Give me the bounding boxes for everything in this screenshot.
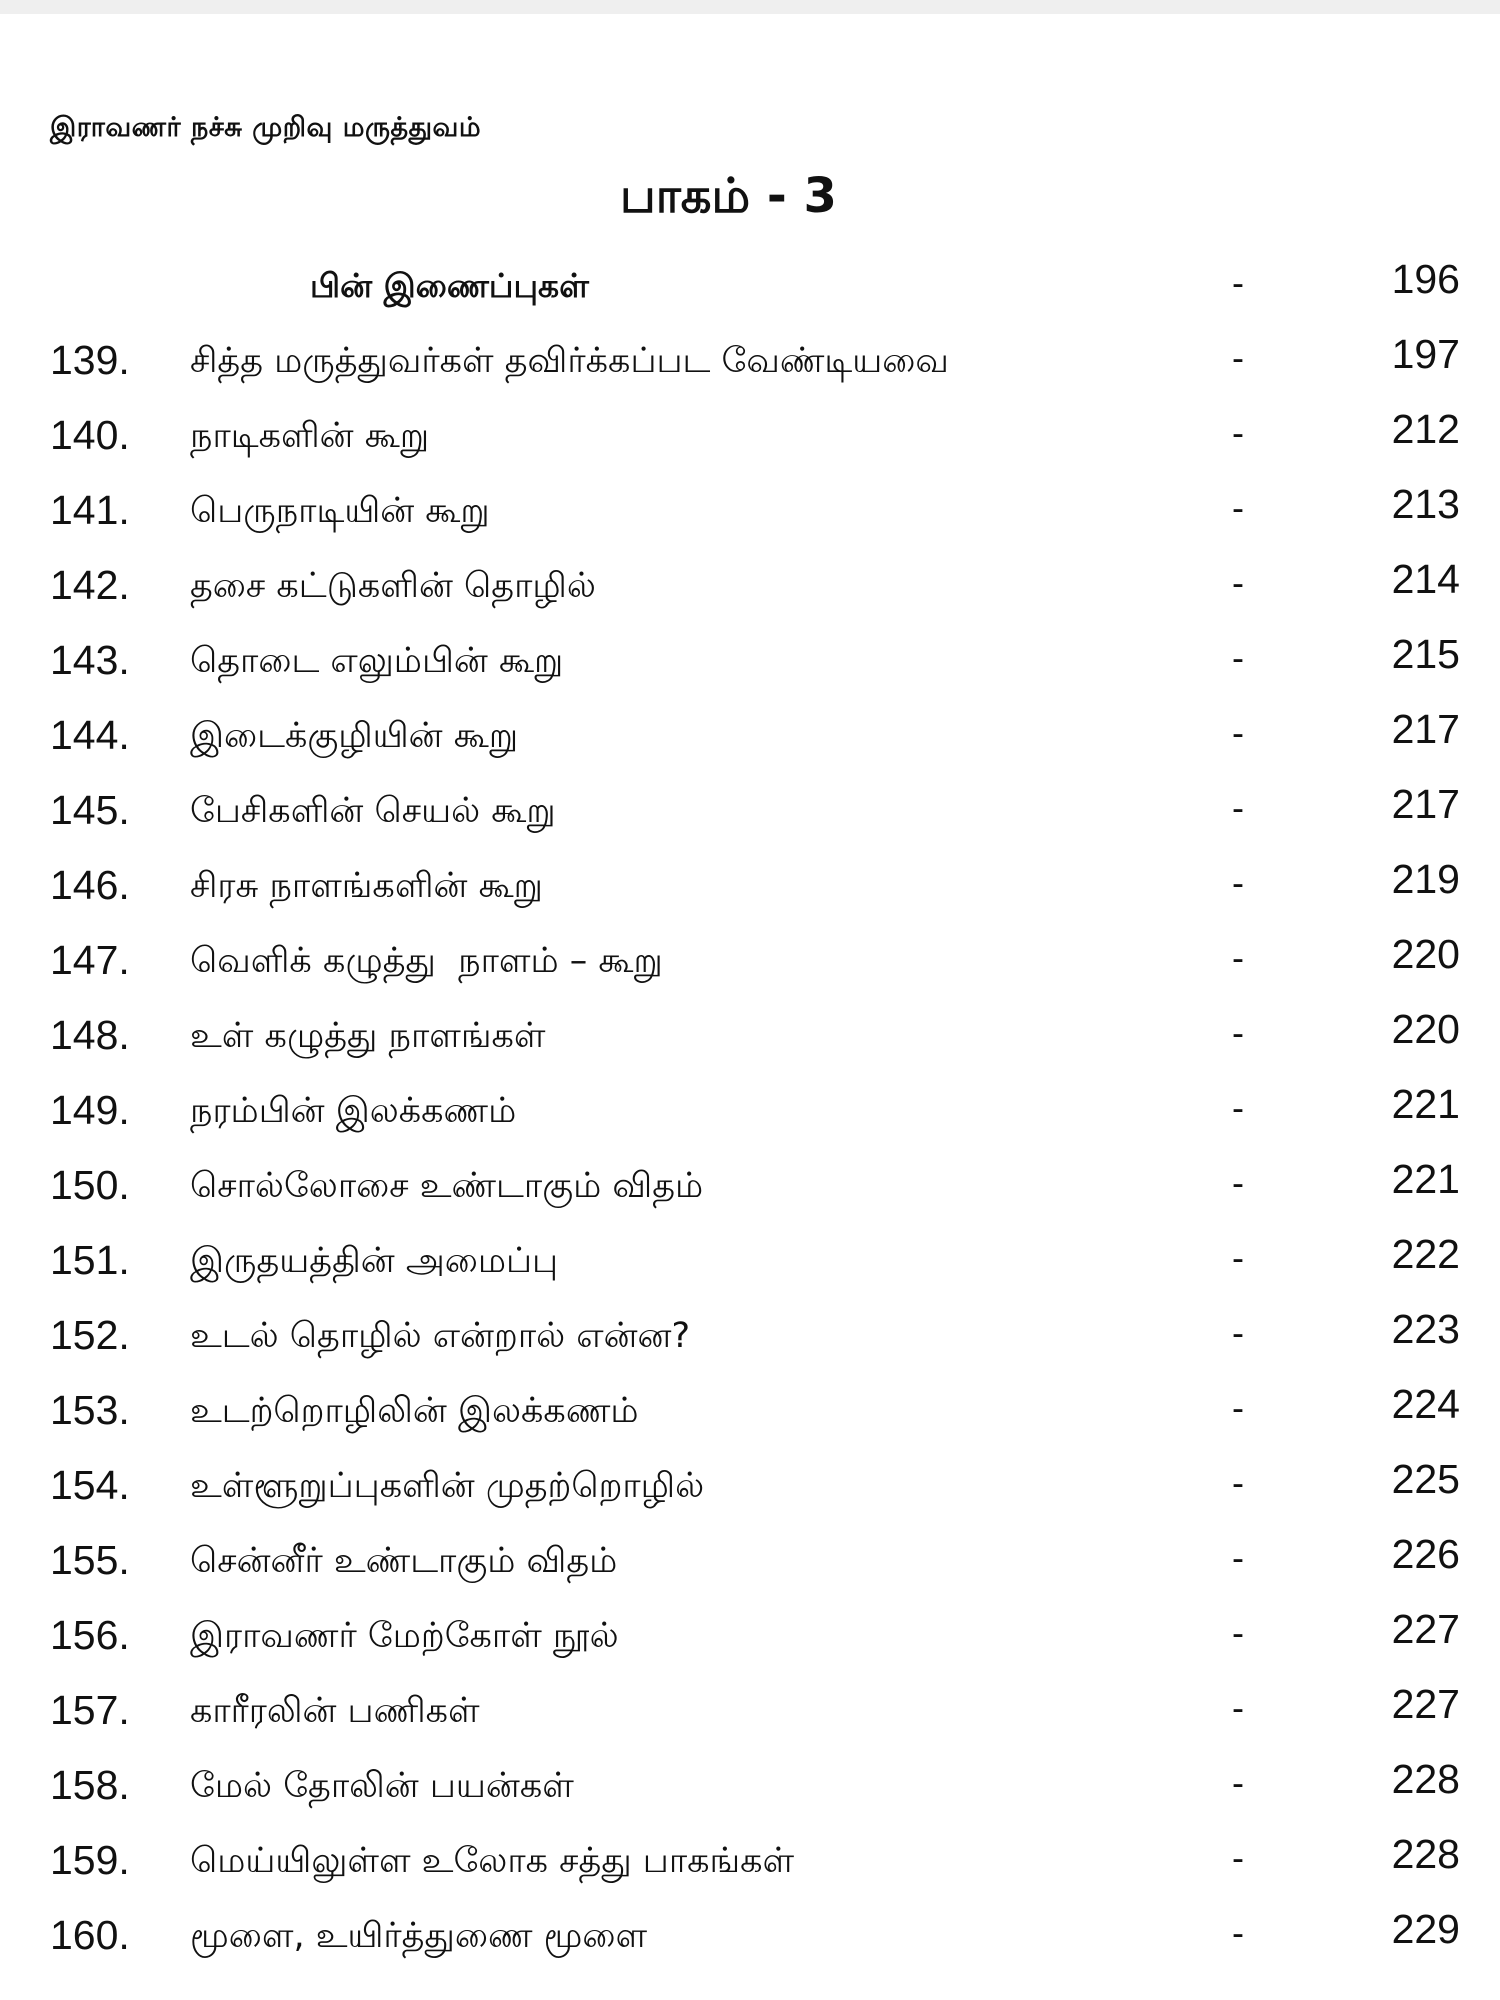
page-top-edge xyxy=(0,0,1500,14)
toc-page-number: 213 xyxy=(1391,481,1460,527)
toc-entry-number: 150. xyxy=(50,1162,130,1208)
toc-leader-dash: - xyxy=(1232,1387,1244,1428)
toc-page-number: 222 xyxy=(1391,1231,1460,1277)
toc-entry-number: 145. xyxy=(50,787,130,833)
toc-page-number: 219 xyxy=(1391,856,1460,902)
toc-page-number: 228 xyxy=(1391,1831,1460,1877)
toc-entry-number: 155. xyxy=(50,1537,130,1583)
toc-entry-number: 148. xyxy=(50,1012,130,1058)
book-title: இராவணர் நச்சு முறிவு மருத்துவம் xyxy=(50,112,482,143)
toc-page-number: 215 xyxy=(1391,631,1460,677)
toc-page-number: 224 xyxy=(1391,1381,1460,1427)
toc-page-number: 225 xyxy=(1391,1456,1460,1502)
toc-entry-number: 156. xyxy=(50,1612,130,1658)
toc-row xyxy=(0,1827,1500,1902)
toc-leader-dash: - xyxy=(1232,1462,1244,1503)
toc-leader-dash: - xyxy=(1232,1762,1244,1803)
toc-leader-dash: - xyxy=(1232,487,1244,528)
toc-leader-dash: - xyxy=(1232,637,1244,678)
toc-entry-number: 147. xyxy=(50,937,130,983)
toc-entry-title: காரீரலின் பணிகள் xyxy=(190,1691,480,1731)
toc-entry-title: உடற்றொழிலின் இலக்கணம் xyxy=(190,1391,639,1431)
toc-row xyxy=(0,927,1500,1002)
toc-leader-dash: - xyxy=(1232,1012,1244,1053)
toc-entry-list xyxy=(0,327,1500,1977)
toc-leader-dash: - xyxy=(1232,1237,1244,1278)
toc-entry-title: பேசிகளின் செயல் கூறு xyxy=(190,791,556,831)
toc-leader-dash: - xyxy=(1232,1612,1244,1653)
toc-entry-title: சிரசு நாளங்களின் கூறு xyxy=(190,866,543,906)
toc-page-number: 214 xyxy=(1391,556,1460,602)
toc-row xyxy=(0,477,1500,552)
toc-leader-dash: - xyxy=(1232,1687,1244,1728)
toc-page-number: 221 xyxy=(1391,1156,1460,1202)
toc-page-number: 217 xyxy=(1391,781,1460,827)
toc-leader-dash: - xyxy=(1232,787,1244,828)
toc-entry-number: 157. xyxy=(50,1687,130,1733)
toc-row xyxy=(0,777,1500,852)
toc-entry-title: சித்த மருத்துவர்கள் தவிர்க்கப்பட வேண்டியவை xyxy=(190,341,949,381)
toc-row xyxy=(0,702,1500,777)
toc-entry-number: 146. xyxy=(50,862,130,908)
toc-row xyxy=(0,1077,1500,1152)
toc-page-number: 221 xyxy=(1391,1081,1460,1127)
toc-leader-dash: - xyxy=(1232,337,1244,378)
toc-entry-number: 140. xyxy=(50,412,130,458)
toc-entry-number: 159. xyxy=(50,1837,130,1883)
toc-leader-dash: - xyxy=(1232,1537,1244,1578)
toc-entry-title: தொடை எலும்பின் கூறு xyxy=(190,641,564,681)
toc-entry-number: 151. xyxy=(50,1237,130,1283)
toc-entry-number: 158. xyxy=(50,1762,130,1808)
toc-entry-title: உள்ளூறுப்புகளின் முதற்றொழில் xyxy=(190,1466,705,1506)
toc-page-number: 228 xyxy=(1391,1756,1460,1802)
toc-entry-title: பின் இணைப்புகள் xyxy=(310,266,589,305)
toc-entry-number: 141. xyxy=(50,487,130,533)
toc-row xyxy=(0,1002,1500,1077)
toc-leader-dash: - xyxy=(1232,712,1244,753)
toc-entry-number: 152. xyxy=(50,1312,130,1358)
toc-leader-dash: - xyxy=(1232,1912,1244,1953)
table-of-contents xyxy=(0,252,1500,1977)
toc-row xyxy=(0,327,1500,402)
toc-entry-title: வெளிக் கழுத்து நாளம் – கூறு xyxy=(190,941,663,981)
toc-entry-number: 154. xyxy=(50,1462,130,1508)
toc-entry-number: 142. xyxy=(50,562,130,608)
toc-row xyxy=(0,1227,1500,1302)
toc-page-number: 220 xyxy=(1391,1006,1460,1052)
toc-page-number: 196 xyxy=(1391,256,1460,302)
toc-entry-title: மேல் தோலின் பயன்கள் xyxy=(190,1766,574,1806)
toc-page-number: 227 xyxy=(1391,1681,1460,1727)
toc-leader-dash: - xyxy=(1232,1312,1244,1353)
toc-leader-dash: - xyxy=(1232,412,1244,453)
toc-entry-title: சென்னீர் உண்டாகும் விதம் xyxy=(190,1541,618,1581)
toc-leader-dash: - xyxy=(1232,1837,1244,1878)
toc-entry-number: 149. xyxy=(50,1087,130,1133)
toc-entry-number: 139. xyxy=(50,337,130,383)
toc-entry-title: நாடிகளின் கூறு xyxy=(190,416,430,456)
toc-entry-title: பெருநாடியின் கூறு xyxy=(190,491,490,531)
toc-row xyxy=(0,852,1500,927)
toc-leader-dash: - xyxy=(1232,1087,1244,1128)
toc-page-number: 223 xyxy=(1391,1306,1460,1352)
toc-page-number: 217 xyxy=(1391,706,1460,752)
toc-row xyxy=(0,1452,1500,1527)
toc-page-number: 220 xyxy=(1391,931,1460,977)
toc-leader-dash: - xyxy=(1232,1162,1244,1203)
toc-row-appendix xyxy=(0,252,1500,327)
toc-entry-title: இராவணர் மேற்கோள் நூல் xyxy=(190,1616,619,1656)
toc-entry-number: 143. xyxy=(50,637,130,683)
toc-entry-number: 144. xyxy=(50,712,130,758)
toc-leader-dash: - xyxy=(1232,562,1244,603)
toc-page-number: 197 xyxy=(1391,331,1460,377)
toc-row xyxy=(0,1527,1500,1602)
toc-row xyxy=(0,1752,1500,1827)
toc-page-number: 227 xyxy=(1391,1606,1460,1652)
toc-row xyxy=(0,1602,1500,1677)
toc-page-number: 226 xyxy=(1391,1531,1460,1577)
toc-row xyxy=(0,552,1500,627)
toc-page-number: 212 xyxy=(1391,406,1460,452)
toc-entry-number: 153. xyxy=(50,1387,130,1433)
toc-entry-title: மூளை, உயிர்த்துணை மூளை xyxy=(190,1916,648,1956)
toc-entry-number: 160. xyxy=(50,1912,130,1958)
toc-entry-title: உடல் தொழில் என்றால் என்ன? xyxy=(190,1316,691,1356)
toc-row xyxy=(0,1302,1500,1377)
toc-row xyxy=(0,1152,1500,1227)
toc-row xyxy=(0,1902,1500,1977)
toc-entry-title: இருதயத்தின் அமைப்பு xyxy=(190,1241,559,1281)
toc-page-number: 229 xyxy=(1391,1906,1460,1952)
toc-entry-title: உள் கழுத்து நாளங்கள் xyxy=(190,1016,546,1056)
toc-leader-dash: - xyxy=(1232,262,1244,303)
toc-entry-title: சொல்லோசை உண்டாகும் விதம் xyxy=(190,1166,704,1206)
part-heading: பாகம் - 3 xyxy=(620,168,837,224)
toc-row xyxy=(0,1677,1500,1752)
toc-entry-title: இடைக்குழியின் கூறு xyxy=(190,716,519,756)
toc-row xyxy=(0,402,1500,477)
toc-entry-title: தசை கட்டுகளின் தொழில் xyxy=(190,566,596,606)
toc-leader-dash: - xyxy=(1232,937,1244,978)
toc-entry-title: நரம்பின் இலக்கணம் xyxy=(190,1091,517,1131)
toc-leader-dash: - xyxy=(1232,862,1244,903)
toc-row xyxy=(0,627,1500,702)
toc-row xyxy=(0,1377,1500,1452)
toc-entry-title: மெய்யிலுள்ள உலோக சத்து பாகங்கள் xyxy=(190,1841,795,1881)
